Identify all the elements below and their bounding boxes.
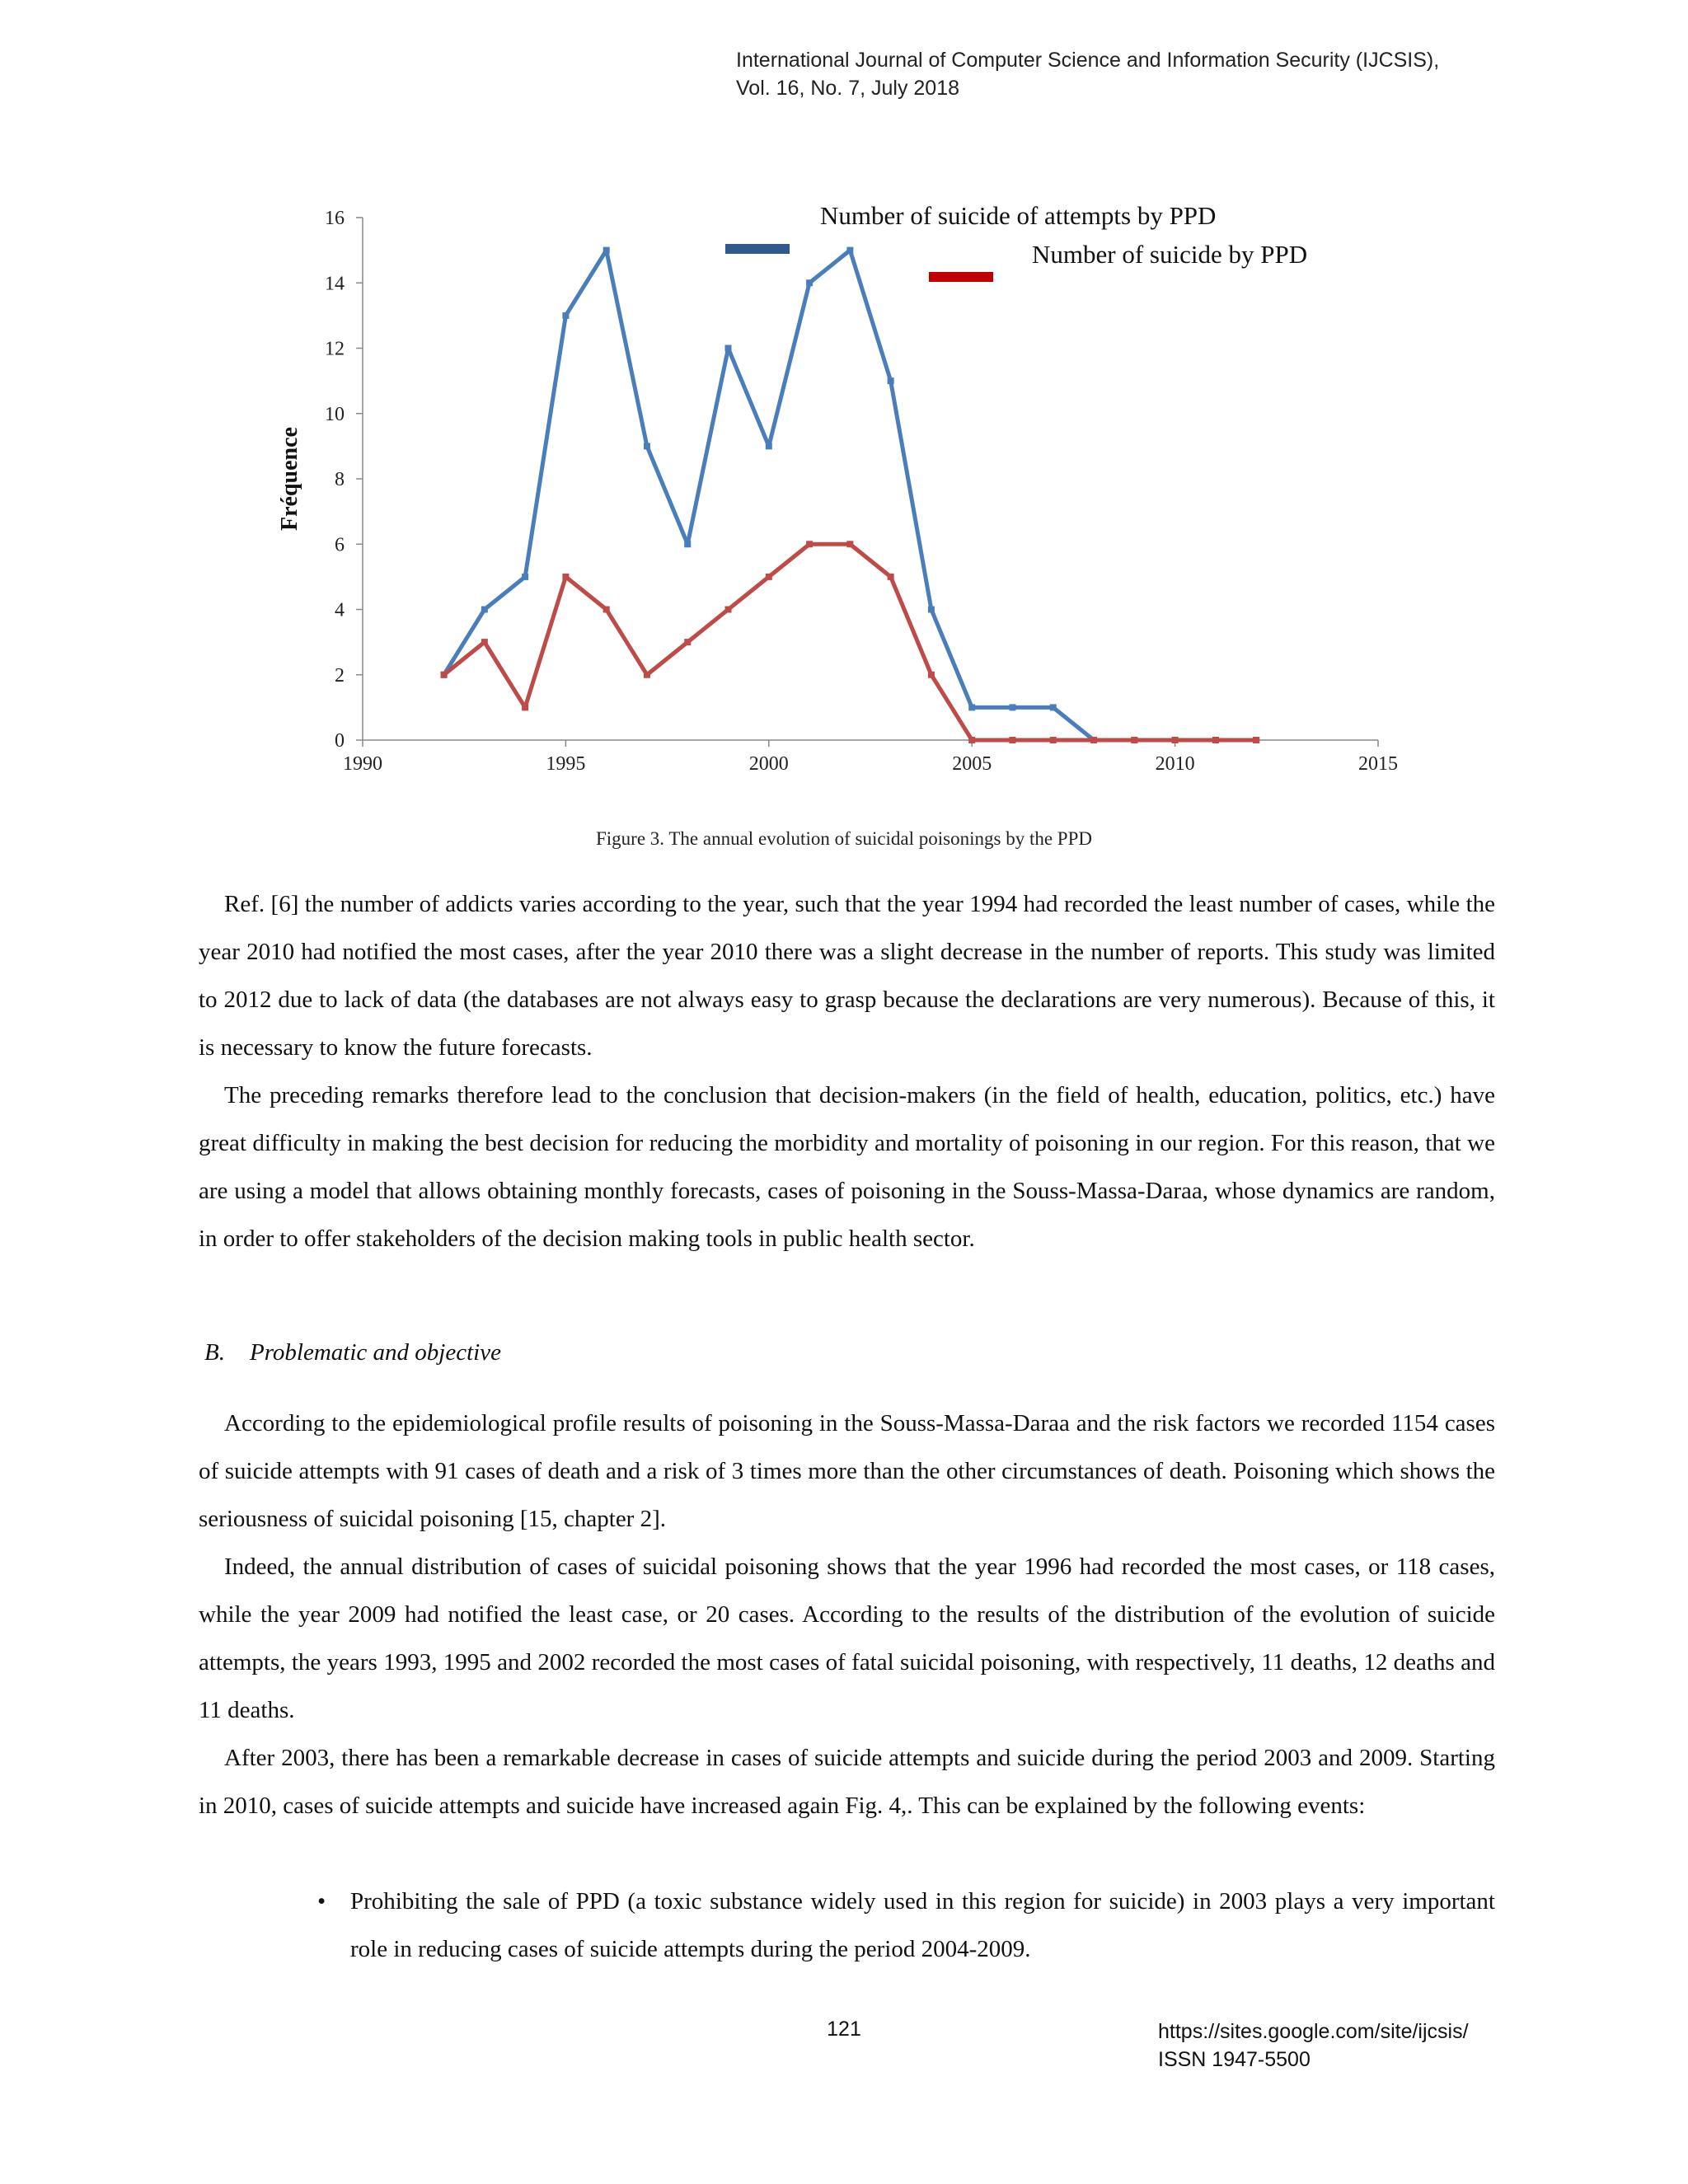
x-tick-label: 1990 xyxy=(343,753,382,775)
figure-3-line-chart xyxy=(264,190,1418,791)
bullet-icon: • xyxy=(317,1888,326,1915)
data-point xyxy=(1050,737,1057,743)
data-point xyxy=(481,607,488,613)
data-point xyxy=(806,279,813,286)
paragraph: After 2003, there has been a remarkable decrease in cases of suicide attempts and suicide during the period 2003 and 2009. Starting in 2010, cases of suicide attempts and suicide have increased again Fig. 4,. This can be explained by the following events: xyxy=(199,1745,1495,1819)
data-point xyxy=(603,607,610,613)
data-point xyxy=(1050,704,1057,710)
data-point xyxy=(441,672,448,678)
data-point xyxy=(684,639,691,645)
paragraph: The preceding remarks therefore lead to the conclusion that decision-makers (in the field of health, education, politics, etc.) have great difficulty in making the best decision for reducing the morbidity and mortality of poisoning in our region. For this reason, that we are using a model that allows obtaining monthly forecasts, cases of poisoning in the Souss-Massa-Daraa, whose dynamics are random, in order to offer stakeholders of the decision making tools in public health sector. xyxy=(199,1082,1495,1252)
chart-legend xyxy=(725,201,1307,282)
y-tick-label: 0 xyxy=(335,730,345,752)
figure-caption: Figure 3. The annual evolution of suicidal poisonings by the PPD xyxy=(596,828,1092,849)
data-point xyxy=(1090,737,1097,743)
x-tick-label: 2000 xyxy=(748,753,789,775)
y-tick-label: 12 xyxy=(325,338,345,360)
running-header xyxy=(736,46,1439,102)
legend-swatch xyxy=(725,244,790,254)
legend-label: Number of suicide by PPD xyxy=(1032,240,1308,269)
y-tick-label: 6 xyxy=(335,534,345,556)
series-line xyxy=(444,251,1257,740)
bullet-text: Prohibiting the sale of PPD (a toxic substance widely used in this region for suicide) in 2003 plays a very important role in reducing cases of suicide attempts during the period 2004-2009. xyxy=(350,1888,1495,1962)
legend-swatch xyxy=(929,272,993,282)
data-point xyxy=(888,574,894,580)
x-tick-label: 2010 xyxy=(1155,753,1195,775)
list-item xyxy=(317,1877,1495,1973)
paragraph: Ref. [6] the number of addicts varies according to the year, such that the year 1994 had recorded the least number of cases, while the year 2010 had notified the most cases, after the year 2010 there was a slight decrease in the number of reports. This study was limited to 2012 due to lack of data (the databases are not always easy to grasp because the declarations are very numerous). Because of this, it is necessary to know the future forecasts. xyxy=(199,891,1495,1061)
data-point xyxy=(562,312,569,319)
data-point xyxy=(928,672,935,678)
data-point xyxy=(968,704,975,710)
data-point xyxy=(725,345,732,352)
data-point xyxy=(928,607,935,613)
data-point xyxy=(562,574,569,580)
legend-label: Number of suicide of attempts by PPD xyxy=(820,201,1217,230)
subsection-number: B. xyxy=(204,1339,225,1366)
x-tick-label: 2005 xyxy=(952,753,992,775)
y-tick-label: 2 xyxy=(335,664,345,687)
data-point xyxy=(481,639,488,645)
data-point xyxy=(644,672,650,678)
x-tick-label: 1995 xyxy=(546,753,586,775)
data-point xyxy=(766,443,772,449)
data-point xyxy=(522,704,528,710)
footer-url[interactable]: https://sites.google.com/site/ijcsis/ xyxy=(1158,2020,1469,2043)
bullet-list xyxy=(317,1877,1495,1973)
data-point xyxy=(1172,737,1179,743)
data-point xyxy=(522,574,528,580)
data-point xyxy=(725,607,732,613)
data-point xyxy=(968,737,975,743)
data-point xyxy=(766,574,772,580)
y-tick-label: 14 xyxy=(325,273,345,295)
data-point xyxy=(684,541,691,547)
footer-info xyxy=(1158,2018,1469,2074)
paragraph: Indeed, the annual distribution of cases of suicidal poisoning shows that the year 1996 had recorded the most cases, or 118 cases, while the year 2009 had notified the least case, or 20 cases. According to the results of the distribution of the evolution of suicide attempts, the years 1993, 1995 and 2002 recorded the most cases of fatal suicidal poisoning, with respectively, 11 deaths, 12 deaths and 11 deaths. xyxy=(199,1554,1495,1723)
journal-title: International Journal of Computer Science and Information Security (IJCSIS), xyxy=(736,49,1440,72)
paragraph: According to the epidemiological profile results of poisoning in the Souss-Massa-Daraa and the risk factors we recorded 1154 cases of suicide attempts with 91 cases of death and a risk of 3 times more than the other circumstances of death. Poisoning which shows the seriousness of suicidal poisoning [15, chapter 2]. xyxy=(199,1410,1495,1532)
data-point xyxy=(846,247,853,254)
data-point xyxy=(846,541,853,547)
data-point xyxy=(806,541,813,547)
data-point xyxy=(1009,737,1015,743)
chart-axes xyxy=(277,208,1398,775)
subsection-title: Problematic and objective xyxy=(250,1339,501,1366)
data-point xyxy=(1131,737,1137,743)
x-tick-label: 2015 xyxy=(1358,753,1398,775)
data-point xyxy=(888,377,894,384)
subsection-heading xyxy=(204,1339,501,1366)
y-tick-label: 16 xyxy=(325,208,345,229)
chart-series xyxy=(441,247,1260,743)
data-point xyxy=(644,443,650,449)
y-axis-label: Fréquence xyxy=(277,427,302,531)
data-point xyxy=(603,247,610,254)
objective-paragraphs xyxy=(199,1399,1495,1830)
data-point xyxy=(1009,704,1015,710)
y-tick-label: 4 xyxy=(335,599,345,621)
journal-volume: Vol. 16, No. 7, July 2018 xyxy=(736,77,960,100)
data-point xyxy=(1212,737,1219,743)
data-point xyxy=(1253,737,1259,743)
page-number: 121 xyxy=(827,2018,861,2041)
footer-issn: ISSN 1947-5500 xyxy=(1158,2048,1311,2071)
intro-paragraphs xyxy=(199,880,1495,1263)
y-tick-label: 8 xyxy=(335,469,345,490)
y-tick-label: 10 xyxy=(325,403,345,425)
